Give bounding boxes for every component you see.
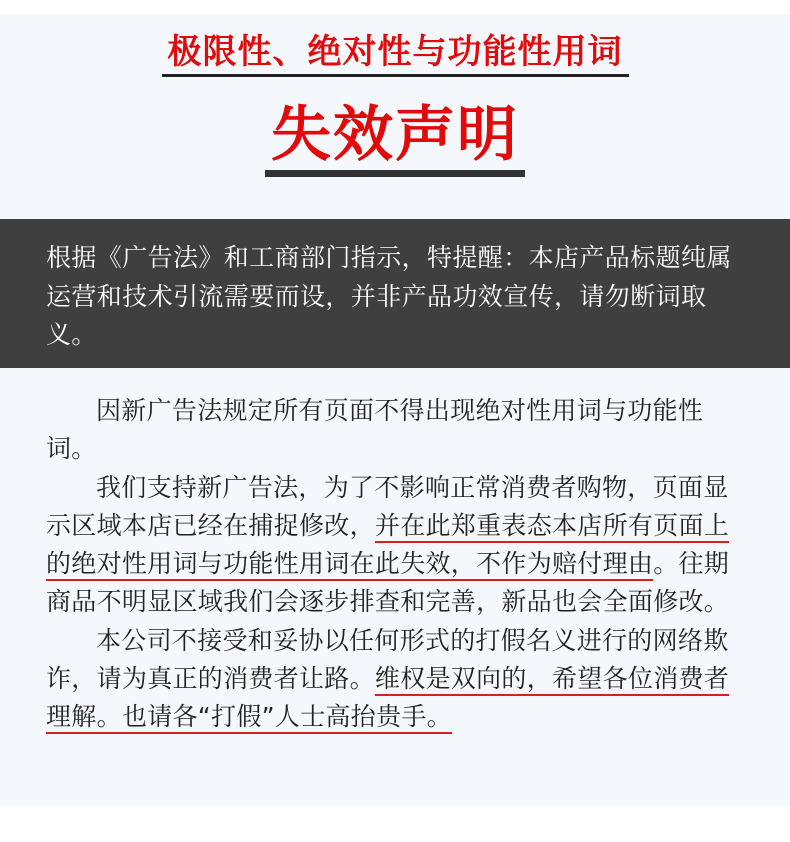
paragraph-2 bbox=[46, 469, 751, 622]
paragraph-2-before: 我们支持新广告法，为了不影响正常消费者购物，页面显示区域本店已经在捕捉修改， bbox=[46, 472, 729, 540]
subtitle bbox=[0, 30, 790, 77]
paragraph-3-underlined: 维权是双向的，希望各位消费者理解。也请各“打假”人士高抬贵手。 bbox=[46, 664, 730, 732]
paragraph-3 bbox=[46, 622, 751, 737]
notice-text: 根据《广告法》和工商部门指示，特提醒：本店产品标题纯属运营和技术引流需要而设，并非产品功效宣传，请勿断词取义。 bbox=[46, 243, 732, 349]
subtitle-text: 极限性、绝对性与功能性用词 bbox=[162, 30, 629, 77]
notice-banner bbox=[0, 219, 790, 368]
paragraph-2-underlined: 并在此郑重表态本店所有页面上的绝对性用词与功能性用词在此失效，不作为赔付理由 bbox=[46, 510, 730, 579]
page-title bbox=[0, 100, 790, 177]
paragraph-1-text: 因新广告法规定所有页面不得出现绝对性用词与功能性词。 bbox=[46, 396, 704, 464]
statement-body bbox=[46, 392, 751, 737]
paragraph-2-after: 。往期商品不明显区域我们会逐步排查和完善，新品也会全面修改。 bbox=[46, 549, 730, 617]
paragraph-1 bbox=[46, 392, 751, 469]
title-text: 失效声明 bbox=[265, 100, 525, 177]
paragraph-3-before: 本公司不接受和妥协以任何形式的打假名义进行的网络欺诈，请为真正的消费者让路。 bbox=[46, 625, 729, 694]
